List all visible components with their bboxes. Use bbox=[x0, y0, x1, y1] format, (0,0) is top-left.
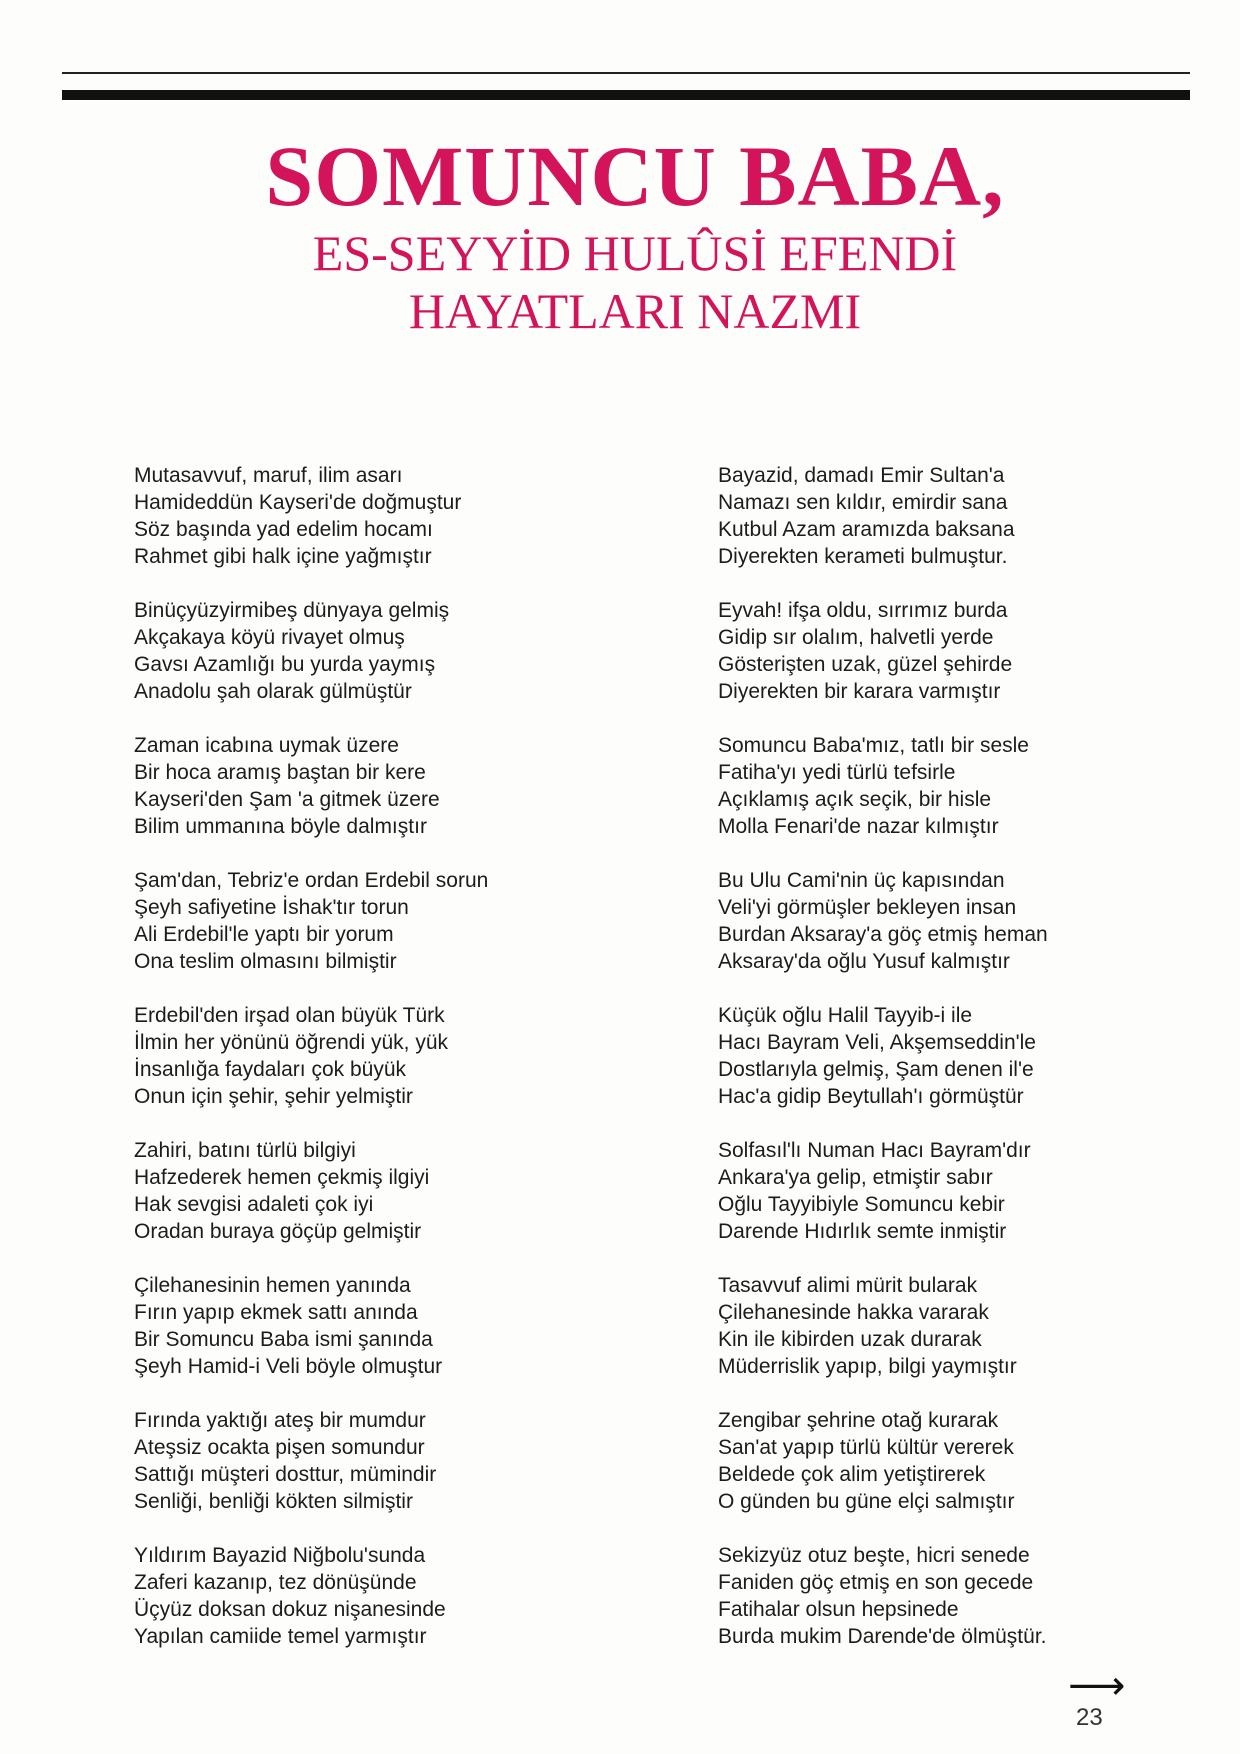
poem-line: Kayseri'den Şam 'a gitmek üzere bbox=[134, 788, 440, 811]
poem-stanza bbox=[134, 462, 634, 597]
page-title: SOMUNCU BABA, bbox=[265, 128, 1005, 224]
poem-stanza bbox=[134, 732, 634, 867]
poem-line: Açıklamış açık seçik, bir hisle bbox=[718, 788, 992, 811]
page-number: 23 bbox=[1076, 1704, 1103, 1731]
poem-line: Şam'dan, Tebriz'e ordan Erdebil sorun bbox=[134, 869, 489, 892]
poem-stanza bbox=[134, 597, 634, 732]
poem-stanza bbox=[134, 867, 634, 1002]
poem-line: Yapılan camiide temel yarmıştır bbox=[134, 1625, 427, 1648]
poem-line: Fatiha'yı yedi türlü tefsirle bbox=[718, 761, 956, 784]
poem-line: Bilim ummanına böyle dalmıştır bbox=[134, 815, 427, 838]
poem-stanza bbox=[134, 1272, 634, 1407]
page-subtitle-line-1: ES-SEYYİD HULÛSİ EFENDİ bbox=[312, 225, 958, 281]
poem-line: Ankara'ya gelip, etmiştir sabır bbox=[718, 1166, 993, 1189]
poem-line: Yıldırım Bayazid Niğbolu'sunda bbox=[134, 1544, 426, 1567]
poem-stanza bbox=[718, 597, 1188, 732]
poem-stanza bbox=[718, 1542, 1188, 1677]
title-block bbox=[0, 128, 1240, 340]
poem-stanza bbox=[718, 1272, 1188, 1407]
poem-line: Hacı Bayram Veli, Akşemseddin'le bbox=[718, 1031, 1036, 1054]
poem-line: Hamideddün Kayseri'de doğmuştur bbox=[134, 491, 462, 514]
poem-line: Zaman icabına uymak üzere bbox=[134, 734, 399, 757]
poem-line: Zahiri, batını türlü bilgiyi bbox=[134, 1139, 356, 1162]
poem-line: Mutasavvuf, maruf, ilim asarı bbox=[134, 464, 403, 487]
poem-line: Gavsı Azamlığı bu yurda yaymış bbox=[134, 653, 436, 676]
poem-line: Faniden göç etmiş en son gecede bbox=[718, 1571, 1034, 1594]
poem-line: Tasavvuf alimi mürit bularak bbox=[718, 1274, 978, 1297]
poem-left-column bbox=[134, 462, 634, 1677]
page-subtitle-line-2: HAYATLARI NAZMI bbox=[408, 283, 862, 339]
poem-line: Fırında yaktığı ateş bir mumdur bbox=[134, 1409, 426, 1432]
poem-stanza bbox=[718, 462, 1188, 597]
poem-line: Erdebil'den irşad olan büyük Türk bbox=[134, 1004, 445, 1027]
poem-line: Zengibar şehrine otağ kurarak bbox=[718, 1409, 999, 1432]
poem-line: Fırın yapıp ekmek sattı anında bbox=[134, 1301, 418, 1324]
poem-stanza bbox=[134, 1002, 634, 1137]
poem-line: Burda mukim Darende'de ölmüştür. bbox=[718, 1625, 1047, 1648]
poem-line: Eyvah! ifşa oldu, sırrımız burda bbox=[718, 599, 1008, 622]
poem-line: Onun için şehir, şehir yelmiştir bbox=[134, 1085, 413, 1108]
poem-line: Molla Fenari'de nazar kılmıştır bbox=[718, 815, 999, 838]
poem-line: Hak sevgisi adaleti çok iyi bbox=[134, 1193, 374, 1216]
poem-line: Bu Ulu Cami'nin üç kapısından bbox=[718, 869, 1005, 892]
poem-line: Sattığı müşteri dosttur, mümindir bbox=[134, 1463, 437, 1486]
poem-right-column bbox=[718, 462, 1188, 1677]
poem-line: Küçük oğlu Halil Tayyib-i ile bbox=[718, 1004, 973, 1027]
poem-line: Somuncu Baba'mız, tatlı bir sesle bbox=[718, 734, 1029, 757]
poem-line: Beldede çok alim yetiştirerek bbox=[718, 1463, 986, 1486]
poem-line: Hafzederek hemen çekmiş ilgiyi bbox=[134, 1166, 430, 1189]
poem-line: Diyerekten kerameti bulmuştur. bbox=[718, 545, 1008, 568]
poem-line: Bir Somuncu Baba ismi şanında bbox=[134, 1328, 433, 1351]
poem-stanza bbox=[134, 1542, 634, 1677]
poem-line: Kin ile kibirden uzak durarak bbox=[718, 1328, 982, 1351]
poem-line: Ateşsiz ocakta pişen somundur bbox=[134, 1436, 425, 1459]
poem-line: Fatihalar olsun hepsinede bbox=[718, 1598, 959, 1621]
poem-line: Diyerekten bir karara varmıştır bbox=[718, 680, 1001, 703]
poem-line: Bir hoca aramış baştan bir kere bbox=[134, 761, 426, 784]
top-rule-thick bbox=[62, 90, 1190, 100]
poem-line: Gösterişten uzak, güzel şehirde bbox=[718, 653, 1013, 676]
poem-line: Zaferi kazanıp, tez dönüşünde bbox=[134, 1571, 417, 1594]
poem-line: Gidip sır olalım, halvetli yerde bbox=[718, 626, 994, 649]
top-rule-thin bbox=[62, 72, 1190, 74]
poem-line: Kutbul Azam aramızda baksana bbox=[718, 518, 1015, 541]
poem-stanza bbox=[134, 1137, 634, 1272]
poem-line: Oğlu Tayyibiyle Somuncu kebir bbox=[718, 1193, 1005, 1216]
poem-stanza bbox=[134, 1407, 634, 1542]
poem-line: Söz başında yad edelim hocamı bbox=[134, 518, 433, 541]
poem-line: Dostlarıyla gelmiş, Şam denen il'e bbox=[718, 1058, 1034, 1081]
poem-line: Şeyh Hamid-i Veli böyle olmuştur bbox=[134, 1355, 443, 1378]
poem-line: Şeyh safiyetine İshak'tır torun bbox=[134, 896, 409, 919]
poem-line: Binüçyüzyirmibeş dünyaya gelmiş bbox=[134, 599, 450, 622]
poem-line: Ali Erdebil'le yaptı bir yorum bbox=[134, 923, 394, 946]
poem-line: İnsanlığa faydaları çok büyük bbox=[134, 1058, 406, 1081]
poem-line: Anadolu şah olarak gülmüştür bbox=[134, 680, 412, 703]
poem-line: Akçakaya köyü rivayet olmuş bbox=[134, 626, 405, 649]
poem-line: Üçyüz doksan dokuz nişanesinde bbox=[134, 1598, 446, 1621]
poem-stanza bbox=[718, 732, 1188, 867]
poem-stanza bbox=[718, 1002, 1188, 1137]
poem-line: Müderrislik yapıp, bilgi yaymıştır bbox=[718, 1355, 1017, 1378]
poem-line: Solfasıl'lı Numan Hacı Bayram'dır bbox=[718, 1139, 1031, 1162]
poem-line: Burdan Aksaray'a göç etmiş heman bbox=[718, 923, 1048, 946]
poem-stanza bbox=[718, 1407, 1188, 1542]
poem-line: Senliği, benliği kökten silmiştir bbox=[134, 1490, 413, 1513]
poem-line: Veli'yi görmüşler bekleyen insan bbox=[718, 896, 1017, 919]
poem-stanza bbox=[718, 1137, 1188, 1272]
poem-line: Darende Hıdırlık semte inmiştir bbox=[718, 1220, 1007, 1243]
continue-arrow-icon: ⟶ bbox=[1068, 1663, 1126, 1709]
poem-line: Ona teslim olmasını bilmiştir bbox=[134, 950, 397, 973]
poem-line: Oradan buraya göçüp gelmiştir bbox=[134, 1220, 422, 1243]
poem-line: Çilehanesinin hemen yanında bbox=[134, 1274, 411, 1297]
poem-line: O günden bu güne elçi salmıştır bbox=[718, 1490, 1015, 1513]
poem-line: Rahmet gibi halk içine yağmıştır bbox=[134, 545, 432, 568]
poem-line: Aksaray'da oğlu Yusuf kalmıştır bbox=[718, 950, 1010, 973]
poem-line: San'at yapıp türlü kültür vererek bbox=[718, 1436, 1014, 1459]
poem-stanza bbox=[718, 867, 1188, 1002]
poem-line: Çilehanesinde hakka vararak bbox=[718, 1301, 989, 1324]
poem-line: Sekizyüz otuz beşte, hicri senede bbox=[718, 1544, 1030, 1567]
poem-line: Bayazid, damadı Emir Sultan'a bbox=[718, 464, 1005, 487]
poem-line: Hac'a gidip Beytullah'ı görmüştür bbox=[718, 1085, 1024, 1108]
poem-line: İlmin her yönünü öğrendi yük, yük bbox=[134, 1031, 449, 1054]
poem-line: Namazı sen kıldır, emirdir sana bbox=[718, 491, 1008, 514]
